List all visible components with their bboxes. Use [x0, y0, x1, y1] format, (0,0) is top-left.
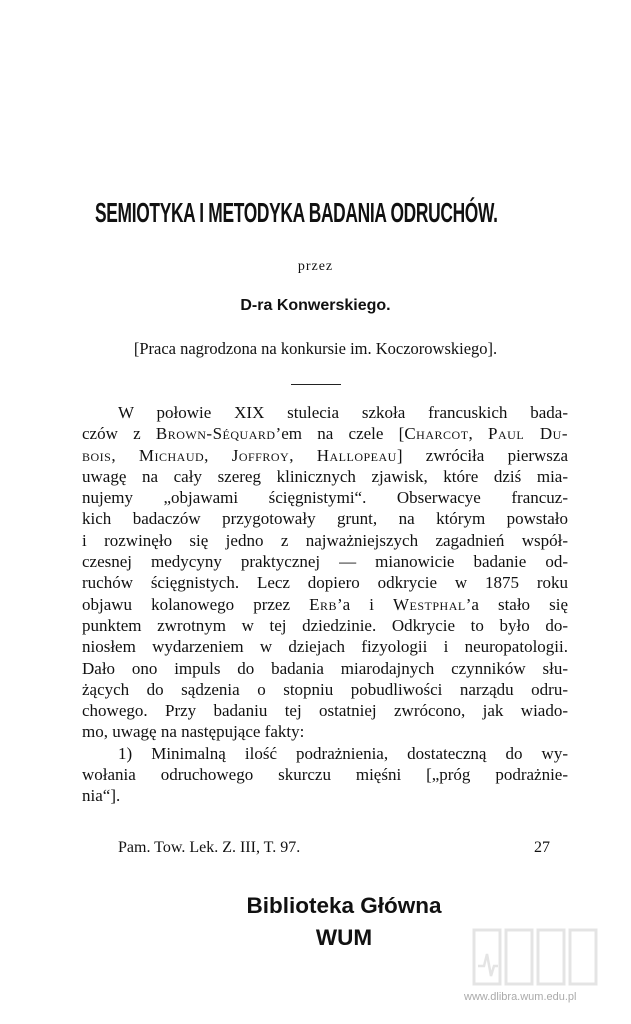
text-run: punktem zwrotnym w tej dziedzinie. Odkrycie to było do-: [82, 615, 568, 635]
body-line: [82, 445, 568, 466]
body-line: [82, 508, 568, 529]
text-run: ’a i: [336, 594, 393, 614]
separator-rule: [291, 384, 341, 385]
body-line: [82, 700, 568, 721]
body-line: [82, 679, 568, 700]
library-stamp-line1: Biblioteka Główna: [246, 893, 442, 918]
text-run: kich badaczów przygotowały grunt, na którym powstało: [82, 509, 568, 529]
body-line: [82, 530, 568, 551]
body-line: [82, 466, 568, 487]
author-name-run: Brown-Séquard: [155, 424, 276, 444]
text-run: czesnej medycyny praktycznej — mianowicie badanie od-: [82, 552, 568, 572]
text-run: chowego. Przy badaniu tej ostatniej zwrócono, jak wiado-: [82, 701, 568, 721]
text-run: i rozwinęło się jedno z najważniejszych zagadnień współ-: [82, 530, 568, 550]
text-run: ,: [111, 445, 139, 465]
author-name-run: Charcot: [404, 424, 469, 444]
author-name-run: Michaud: [138, 445, 205, 465]
body-line: [82, 658, 568, 679]
watermark-url: www.dlibra.wum.edu.pl: [464, 991, 577, 1003]
article-title: SEMIOTYKA I METODYKA BADANIA ODRUCHÓW.: [95, 197, 498, 228]
journal-reference: Pam. Tow. Lek. Z. III, T. 97.: [118, 839, 301, 856]
text-run: nia“].: [82, 786, 121, 806]
text-run: nujemy „objawami ścięgnistymi“. Obserwacye francuz-: [82, 488, 568, 508]
library-stamp-line2: WUM: [315, 925, 373, 950]
body-line: [82, 636, 568, 657]
text-run: 1) Minimalną ilość podrażnienia, dostateczną do wy-: [118, 743, 568, 763]
text-run: ,: [289, 445, 317, 465]
library-logo-icon: [462, 924, 612, 990]
text-run: ruchów ścięgnistych. Lecz dopiero odkrycie w 1875 roku: [82, 573, 568, 593]
text-run: ] zwróciła pierwsza: [396, 445, 569, 465]
body-line: [82, 743, 568, 764]
body-line: [82, 615, 568, 636]
body-line: [82, 785, 568, 806]
author-name-run: Erb: [309, 594, 337, 614]
author-name-run: Paul Du-: [488, 424, 568, 444]
body-line: [82, 402, 568, 423]
byline-by: przez: [297, 259, 334, 274]
text-run: Dało ono impuls do badania miarodajnych czynników słu-: [82, 658, 568, 678]
text-run: żących do sądzenia o stopniu pobudliwości narządu odru-: [82, 679, 568, 699]
body-line: [82, 487, 568, 508]
text-run: uwagę na cały szereg klinicznych zjawisk, które dziś mia-: [82, 466, 568, 486]
author-name-run: Joffroy: [231, 445, 290, 465]
author-name-run: Westphal: [392, 594, 466, 614]
page-number: 27: [534, 839, 550, 856]
article-body: [82, 402, 568, 807]
text-run: objawu kolanowego przez: [82, 594, 310, 614]
body-line: [82, 423, 568, 444]
author-name: D-ra Konwerskiego.: [240, 297, 391, 314]
text-run: W połowie XIX stulecia szkoła francuskich bada-: [118, 403, 568, 422]
body-line: [82, 551, 568, 572]
author-name-run: Hallopeau: [316, 445, 397, 465]
body-line: [82, 721, 568, 742]
text-run: ,: [468, 424, 489, 444]
text-run: mo, uwagę na następujące fakty:: [82, 722, 305, 742]
text-run: niosłem wydarzeniem w dziejach fizyologii i neuropatologii.: [82, 637, 568, 657]
award-note: [Praca nagrodzona na konkursie im. Koczorowskiego].: [133, 339, 498, 358]
text-run: czów z: [82, 424, 156, 444]
body-line: [82, 594, 568, 615]
body-line: [82, 764, 568, 785]
body-line: [82, 572, 568, 593]
text-run: wołania odruchowego skurczu mięśni [„próg podrażnie-: [82, 765, 568, 785]
text-run: ’em na czele [: [275, 424, 405, 444]
text-run: ,: [204, 445, 232, 465]
text-run: ’a stało się: [465, 594, 568, 614]
author-name-run: bois: [82, 445, 112, 465]
